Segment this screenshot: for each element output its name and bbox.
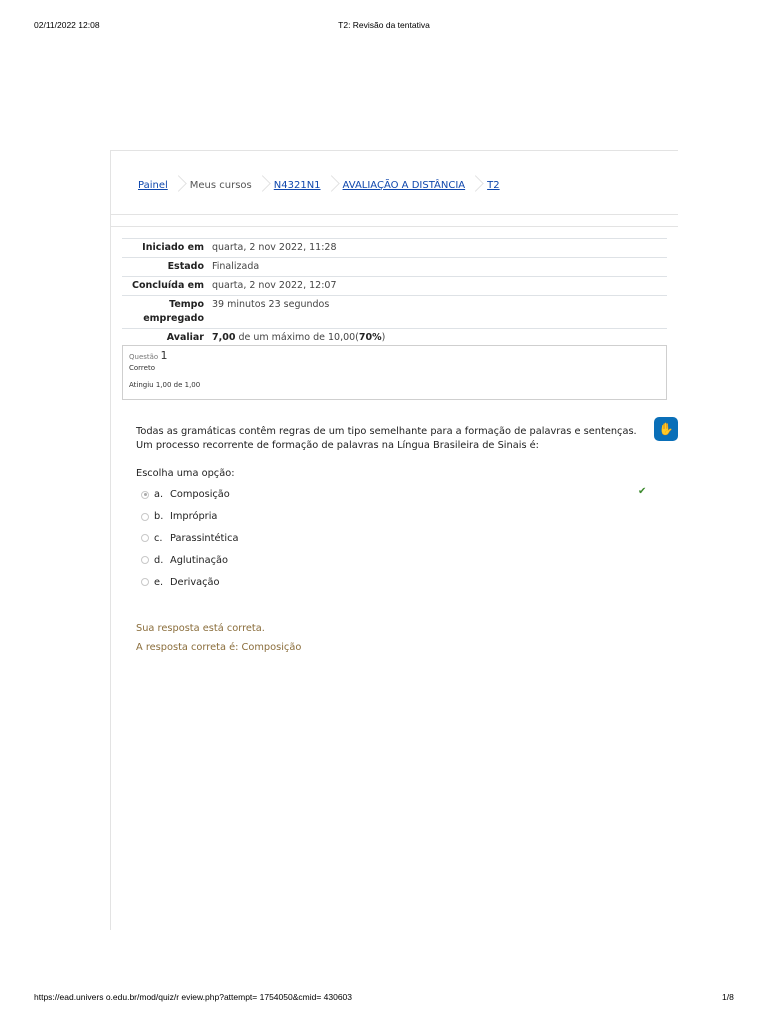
breadcrumb-section[interactable]: AVALIAÇÃO A DISTÂNCIA xyxy=(342,179,466,191)
breadcrumb xyxy=(138,176,500,194)
completed-label: Concluída em xyxy=(131,280,204,291)
question-number xyxy=(129,349,660,362)
page-border xyxy=(110,150,111,930)
breadcrumb-separator-icon xyxy=(325,176,337,194)
option-letter: d. xyxy=(154,554,164,566)
answer-option-e[interactable] xyxy=(141,571,661,593)
print-datetime: 02/11/2022 12:08 xyxy=(34,20,100,30)
grade-close: ) xyxy=(381,332,386,343)
attempt-summary-table xyxy=(122,238,667,348)
option-text: Composição xyxy=(170,489,230,501)
time-label xyxy=(122,298,212,326)
feedback-right-answer: A resposta correta é: Composição xyxy=(136,642,302,653)
breadcrumb-separator-icon xyxy=(469,176,481,194)
answer-options xyxy=(141,484,661,593)
radio-button[interactable] xyxy=(141,513,149,521)
grade-score: 7,00 xyxy=(212,332,236,343)
grade-label: Avaliar xyxy=(166,332,204,343)
option-letter: c. xyxy=(154,532,163,544)
option-letter: e. xyxy=(154,576,164,588)
breadcrumb-separator-icon xyxy=(172,176,184,194)
option-letter: b. xyxy=(154,511,164,523)
started-value: quarta, 2 nov 2022, 11:28 xyxy=(212,242,337,253)
radio-button[interactable] xyxy=(141,556,149,564)
completed-value: quarta, 2 nov 2022, 12:07 xyxy=(212,280,337,291)
feedback-correct: Sua resposta está correta. xyxy=(136,623,265,634)
answer-prompt: Escolha uma opção: xyxy=(136,468,235,479)
option-text: Aglutinação xyxy=(170,554,229,566)
breadcrumb-container xyxy=(110,150,678,215)
print-title: T2: Revisão da tentativa xyxy=(338,20,430,30)
state-value: Finalizada xyxy=(212,261,260,272)
feedback-box xyxy=(136,619,301,657)
accessibility-button[interactable] xyxy=(654,417,678,441)
option-text: Derivação xyxy=(170,576,220,588)
option-text: Parassintética xyxy=(170,532,239,544)
question-info-box xyxy=(122,345,667,400)
question-label: Questão xyxy=(129,353,159,361)
summary-row-completed xyxy=(122,276,667,295)
print-header xyxy=(0,20,768,34)
print-url: https://ead.univers o.edu.br/mod/quiz/r eview.php?attempt= 1754050&cmid= 430603 xyxy=(34,992,353,1002)
option-text: Imprópria xyxy=(170,511,218,523)
question-state: Correto xyxy=(129,364,155,372)
answer-option-d[interactable] xyxy=(141,549,661,571)
breadcrumb-quiz[interactable]: T2 xyxy=(487,179,500,191)
breadcrumb-separator-icon xyxy=(256,176,268,194)
question-number-value: 1 xyxy=(160,349,168,362)
started-label: Iniciado em xyxy=(142,242,204,253)
question-text: Todas as gramáticas contêm regras de um tipo semelhante para a formação de palavras e sentenças. Um processo recorrente de formação de palavras na Língua Brasileira de Sinais é: xyxy=(136,426,637,451)
time-label-line1: Tempo xyxy=(169,299,204,310)
radio-button[interactable] xyxy=(141,534,149,542)
summary-row-state xyxy=(122,257,667,276)
state-label: Estado xyxy=(167,261,204,272)
hands-sign-language-icon: ✋ xyxy=(658,422,674,436)
breadcrumb-painel[interactable]: Painel xyxy=(138,179,168,191)
time-value: 39 minutos 23 segundos xyxy=(212,299,330,310)
answer-option-b[interactable] xyxy=(141,506,661,528)
summary-row-time xyxy=(122,295,667,328)
summary-row-started xyxy=(122,238,667,257)
answer-option-c[interactable] xyxy=(141,528,661,550)
breadcrumb-course[interactable]: N4321N1 xyxy=(273,179,321,191)
radio-button-checked[interactable] xyxy=(141,491,149,499)
grade-value xyxy=(212,331,667,345)
question-mark: Atingiu 1,00 de 1,00 xyxy=(129,381,201,389)
grade-percent: 70% xyxy=(358,332,382,343)
content-divider xyxy=(110,226,678,227)
breadcrumb-meus-cursos: Meus cursos xyxy=(189,179,252,191)
grade-text: de um máximo de 10,00( xyxy=(235,332,359,343)
print-page-number: 1/8 xyxy=(722,992,734,1002)
time-label-line2: empregado xyxy=(143,313,204,324)
check-icon: ✔ xyxy=(638,486,647,497)
answer-option-a[interactable] xyxy=(141,484,661,506)
option-letter: a. xyxy=(154,489,164,501)
radio-button[interactable] xyxy=(141,578,149,586)
